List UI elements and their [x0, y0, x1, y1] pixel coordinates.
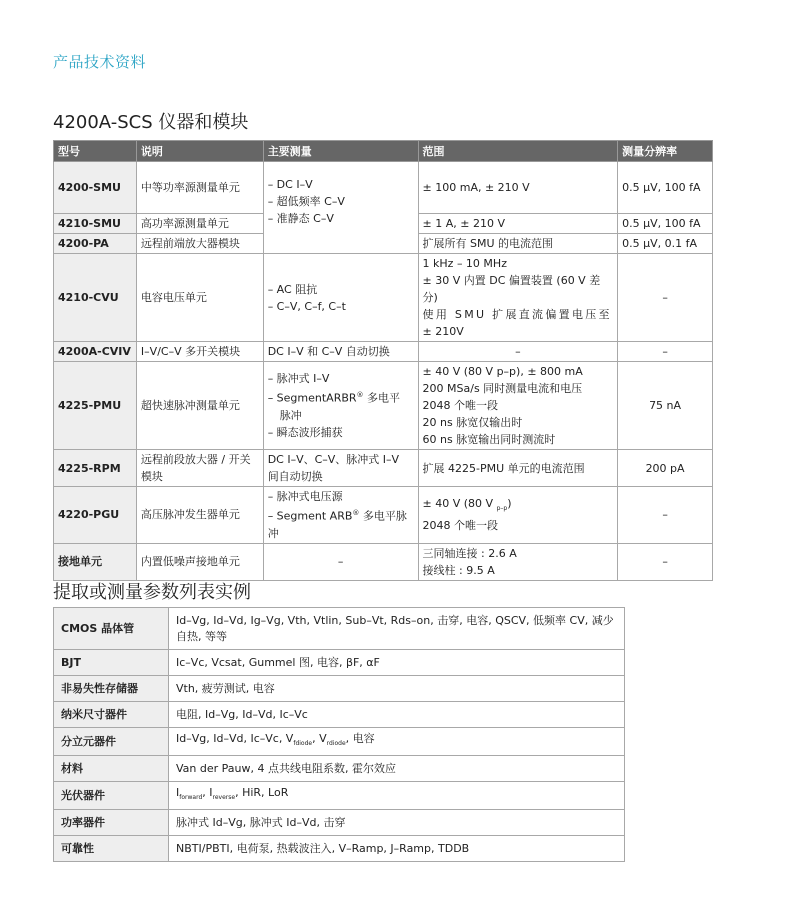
parameters-cell: [169, 728, 625, 756]
table-row: [54, 162, 713, 214]
col-header-measure: 主要测量: [263, 141, 418, 162]
measure-text: 多电平: [363, 391, 401, 405]
range-line: 三同轴连接 : 2.6 A: [422, 546, 517, 560]
measure-line: – AC 阻抗: [267, 282, 318, 296]
model-cell: 4210-CVU: [54, 254, 137, 342]
model-cell: 4225-PMU: [54, 362, 137, 450]
measure-line: – 瞬态波形捕获: [267, 425, 343, 439]
measure-line: [268, 387, 414, 407]
desc-cell: 高压脉冲发生器单元: [136, 487, 263, 544]
desc-cell: 远程前端放大器模块: [136, 234, 263, 254]
range-line: ± 40 V (80 V p–p), ± 800 mA: [422, 365, 583, 378]
measure-text: – SegmentARBR: [267, 391, 357, 405]
col-header-range: 范围: [418, 141, 618, 162]
category-cell: 功率器件: [54, 810, 169, 836]
range-line: 2048 个唯一段: [422, 399, 499, 412]
resolution-cell: –: [618, 254, 713, 342]
range-line: ± 30 V 内置 DC 偏置装置 (60 V 差分): [422, 274, 601, 304]
parameters-cell: [169, 782, 625, 810]
resolution-cell: –: [618, 342, 713, 362]
model-cell: 4200-SMU: [54, 162, 137, 214]
table-row: [54, 362, 713, 450]
range-cell: [418, 362, 618, 450]
resolution-cell: 200 pA: [618, 450, 713, 487]
table-row: [54, 450, 713, 487]
measure-text: – Segment ARB: [267, 509, 353, 523]
range-cell: 扩展所有 SMU 的电流范围: [418, 234, 618, 254]
category-cell: BJT: [54, 650, 169, 676]
param-text: , I: [202, 786, 213, 800]
measure-cell: [263, 162, 418, 254]
range-cell: ± 1 A, ± 210 V: [418, 214, 618, 234]
measure-line: – DC I–V: [267, 178, 313, 191]
desc-cell: 中等功率源测量单元: [136, 162, 263, 214]
table-row: [54, 782, 625, 810]
table-row: [54, 728, 625, 756]
measure-line: 脉冲: [279, 408, 302, 422]
parameters-table: [53, 607, 625, 862]
col-header-resolution: 测量分辨率: [618, 141, 713, 162]
parameters-cell: NBTI/PBTI, 电荷泵, 热载波注入, V–Ramp, J–Ramp, TDDB: [169, 836, 625, 862]
desc-cell: 电容电压单元: [136, 254, 263, 342]
category-cell: 分立元器件: [54, 728, 169, 756]
range-line: 2048 个唯一段: [422, 519, 499, 533]
parameters-cell: Van der Pauw, 4 点共线电阻系数, 霍尔效应: [169, 756, 625, 782]
measure-cell: [263, 487, 418, 544]
model-cell: 4200-PA: [54, 234, 137, 254]
measure-cell: [263, 254, 418, 342]
model-cell: 4200A-CVIV: [54, 342, 137, 362]
table-row: [54, 702, 625, 728]
model-cell: 接地单元: [54, 543, 137, 580]
category-cell: CMOS 晶体管: [54, 608, 169, 650]
measure-text: 多电平脉冲: [267, 509, 407, 540]
table-row: [54, 608, 625, 650]
measure-line: – C–V, C–f, C–t: [267, 299, 346, 313]
table-row: [54, 810, 625, 836]
table-row: [54, 676, 625, 702]
category-cell: 非易失性存储器: [54, 676, 169, 702]
measure-cell: DC I–V 和 C–V 自动切换: [263, 342, 418, 362]
measure-cell: DC I–V、C–V、脉冲式 I–V 间自动切换: [263, 450, 418, 487]
parameters-cell: 脉冲式 Id–Vg, 脉冲式 Id–Vd, 击穿: [169, 810, 625, 836]
table1-title: 4200A-SCS 仪器和模块: [53, 112, 249, 133]
instruments-table: [53, 140, 713, 581]
model-cell: 4220-PGU: [54, 487, 137, 544]
param-text: , 电容: [345, 732, 375, 745]
range-sub: p–p: [496, 505, 508, 513]
table-row: [54, 254, 713, 342]
range-line: 1 kHz – 10 MHz: [422, 257, 507, 270]
desc-cell: I–V/C–V 多开关模块: [136, 342, 263, 362]
measure-line: [268, 505, 414, 542]
range-cell: [418, 543, 618, 580]
param-sub: reverse: [212, 794, 236, 802]
table-header-row: [54, 141, 713, 162]
param-text: I: [176, 786, 180, 800]
range-cell: 扩展 4225-PMU 单元的电流范围: [418, 450, 618, 487]
desc-cell: 高功率源测量单元: [136, 214, 263, 234]
category-cell: 可靠性: [54, 836, 169, 862]
param-text: , V: [312, 732, 327, 745]
range-text: ± 40 V (80 V: [422, 497, 494, 511]
measure-line: – 准静态 C–V: [267, 212, 334, 225]
table2-title: 提取或测量参数列表实例: [53, 582, 251, 603]
range-cell: –: [418, 342, 618, 362]
desc-cell: 超快速脉冲测量单元: [136, 362, 263, 450]
range-line: 使用 SMU 扩展直流偏置电压至: [422, 308, 612, 321]
measure-line: – 超低频率 C–V: [267, 195, 345, 208]
range-line: 接线柱 : 9.5 A: [422, 563, 495, 577]
model-cell: 4225-RPM: [54, 450, 137, 487]
param-sub: forward: [179, 794, 203, 802]
resolution-cell: 75 nA: [618, 362, 713, 450]
measure-line: – 脉冲式 I–V: [267, 372, 330, 386]
measure-cell: –: [263, 543, 418, 580]
desc-cell: 内置低噪声接地单元: [136, 543, 263, 580]
table-row: [54, 487, 713, 544]
table-row: [54, 836, 625, 862]
table-row: [54, 756, 625, 782]
table-row: [54, 342, 713, 362]
range-line: 20 ns 脉宽仅输出时: [422, 416, 523, 429]
resolution-cell: 0.5 µV, 100 fA: [618, 162, 713, 214]
range-line: 60 ns 脉宽输出同时测流时: [422, 433, 556, 446]
category-cell: 材料: [54, 756, 169, 782]
range-line: [423, 495, 614, 517]
col-header-desc: 说明: [136, 141, 263, 162]
resolution-cell: 0.5 µV, 100 fA: [618, 214, 713, 234]
resolution-cell: 0.5 µV, 0.1 fA: [618, 234, 713, 254]
param-sub: fdiode: [293, 740, 313, 748]
measure-cell: [263, 362, 418, 450]
table-row: [54, 543, 713, 580]
param-text: Id–Vg, Id–Vd, Ic–Vc, V: [176, 732, 294, 745]
col-header-model: 型号: [54, 141, 137, 162]
range-cell: [418, 254, 618, 342]
range-line: ± 210V: [422, 325, 464, 338]
parameters-cell: Id–Vg, Id–Vd, Ig–Vg, Vth, Vtlin, Sub–Vt, Rds–on, 击穿, 电容, QSCV, 低频率 CV, 减少自热, 等等: [169, 608, 625, 650]
resolution-cell: –: [618, 487, 713, 544]
parameters-cell: Ic–Vc, Vcsat, Gummel 图, 电容, βF, αF: [169, 650, 625, 676]
range-cell: ± 100 mA, ± 210 V: [418, 162, 618, 214]
resolution-cell: –: [618, 543, 713, 580]
category-cell: 光伏器件: [54, 782, 169, 810]
range-text: ): [507, 497, 512, 511]
param-text: , HiR, LoR: [235, 786, 289, 800]
registered-mark: ®: [356, 391, 364, 400]
range-line: 200 MSa/s 同时测量电流和电压: [422, 382, 583, 395]
category-cell: 纳米尺寸器件: [54, 702, 169, 728]
parameters-cell: Vth, 疲劳测试, 电容: [169, 676, 625, 702]
model-cell: 4210-SMU: [54, 214, 137, 234]
measure-line: – 脉冲式电压源: [267, 490, 343, 503]
param-sub: rdiode: [326, 740, 346, 748]
range-cell: [418, 487, 618, 544]
parameters-cell: 电阻, Id–Vg, Id–Vd, Ic–Vc: [169, 702, 625, 728]
table-row: [54, 650, 625, 676]
header-label: 产品技术资料: [53, 53, 147, 71]
registered-mark: ®: [352, 509, 360, 517]
desc-cell: 远程前段放大器 / 开关模块: [136, 450, 263, 487]
